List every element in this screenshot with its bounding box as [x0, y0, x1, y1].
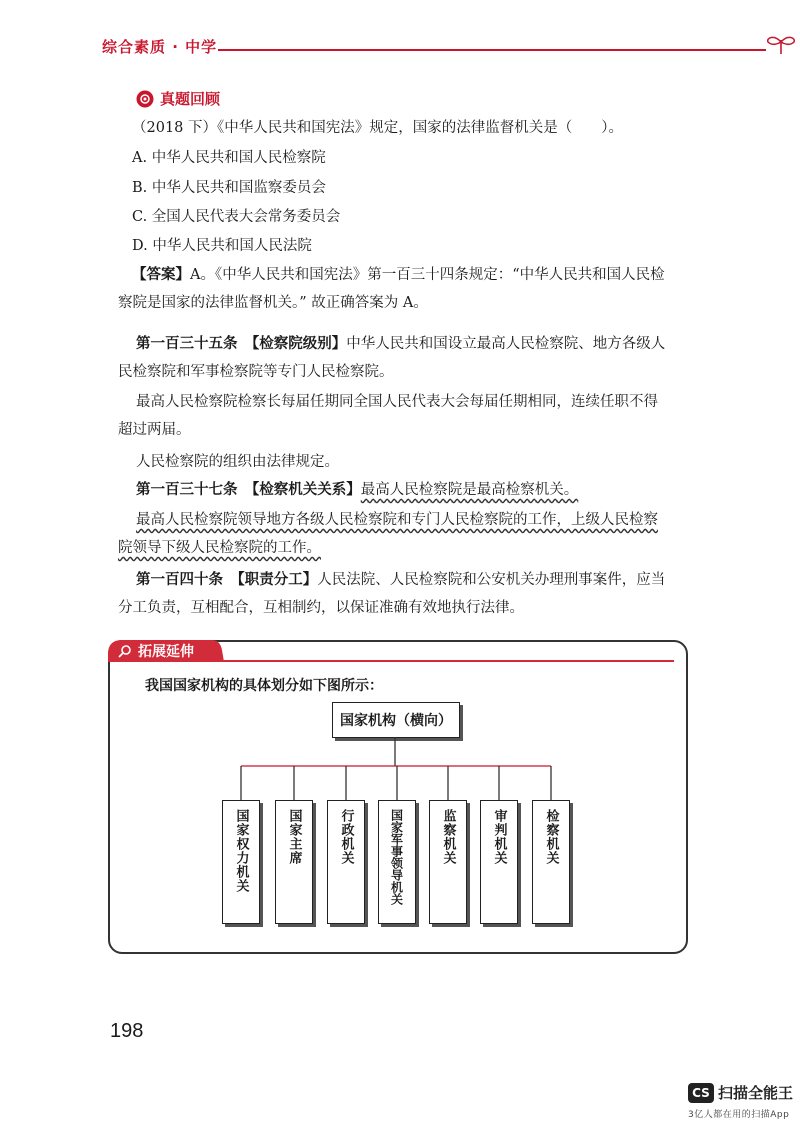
page-number: 198: [110, 1020, 144, 1042]
camscanner-slogan: 3亿人都在用的扫描App: [688, 1110, 790, 1120]
answer-text-1: A。《中华人民共和国宪法》第一百三十四条规定：“中华人民共和国人民检: [190, 267, 665, 283]
org-node-supervisory: [429, 800, 467, 924]
camscanner-logo-icon: CS: [688, 1083, 714, 1103]
extension-caption: 我国国家机构的具体划分如下图所示：: [145, 678, 383, 694]
org-node-judicial: [480, 800, 518, 924]
article-135-text-1: 中华人民共和国设立最高人民检察院、地方各级人: [346, 336, 666, 352]
org-root-label: 国家机构（横向）: [340, 713, 452, 729]
option-a: A. 中华人民共和国人民检察院: [132, 150, 326, 166]
org-node-label: 监察机关: [440, 809, 456, 865]
term-line-2: 超过两届。: [118, 422, 191, 438]
article-140-text-1: 人民法院、人民检察院和公安机关办理刑事案件，应当: [317, 572, 666, 588]
article-137-text: 最高人民检察院是最高检察机关。: [360, 482, 579, 498]
answer-line-2: 察院是国家的法律监督机关。” 故正确答案为 A。: [118, 295, 428, 311]
org-line: 人民检察院的组织由法律规定。: [136, 454, 339, 470]
term-line-1: 最高人民检察院检察长每届任期同全国人民代表大会每届任期相同，连续任职不得: [136, 394, 658, 410]
header-title: 综合素质 · 中学: [102, 38, 218, 56]
org-node-label: 国家权力机关: [233, 809, 249, 893]
org-node-legislative: [222, 800, 260, 924]
article-135-head: 第一百三十五条 【检察院级别】: [136, 336, 347, 352]
article-137-head: 第一百三十七条 【检察机关关系】: [136, 482, 361, 498]
extension-tab-label: 拓展延伸: [138, 644, 194, 660]
article-140-line-2: 分工负责，互相配合，互相制约，以保证准确有效地执行法律。: [118, 600, 524, 616]
lead-line-2: 院领导下级人民检察院的工作。: [118, 540, 321, 556]
option-b: B. 中华人民共和国监察委员会: [132, 180, 326, 196]
article-135-line-2: 民检察院和军事检察院等专门人民检察院。: [118, 364, 394, 380]
lead-line-1: 最高人民检察院领导地方各级人民检察院和专门人民检察院的工作，上级人民检察: [136, 512, 658, 528]
org-node-procuratorial: [532, 800, 570, 924]
answer-label: 【答案】: [132, 267, 190, 283]
camscanner-name: 扫描全能王: [718, 1084, 794, 1102]
article-140-head: 第一百四十条 【职责分工】: [136, 572, 318, 588]
question-text: （2018 下）《中华人民共和国宪法》规定，国家的法律监督机关是（ ）。: [132, 120, 624, 136]
org-node-label: 检察机关: [543, 809, 559, 865]
org-node-label: 审判机关: [491, 809, 507, 865]
org-node-label: 行政机关: [338, 809, 354, 865]
review-title: 真题回顾: [160, 90, 221, 108]
org-node-administrative: [327, 800, 365, 924]
option-d: D. 中华人民共和国人民法院: [132, 238, 312, 254]
option-c: C. 全国人民代表大会常务委员会: [132, 209, 341, 225]
org-node-president: [275, 800, 313, 924]
org-node-label: 国家军事领导机关: [389, 809, 404, 905]
org-node-military: [378, 800, 416, 924]
org-node-label: 国家主席: [286, 809, 302, 865]
